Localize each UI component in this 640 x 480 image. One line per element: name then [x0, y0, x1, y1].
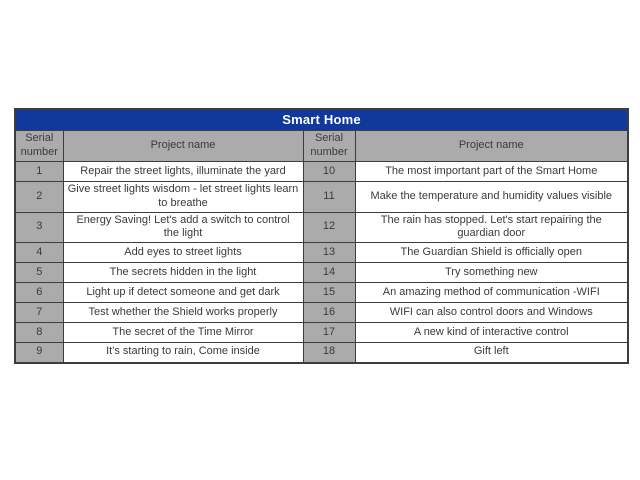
serial-cell: 17 — [303, 323, 355, 343]
project-cell: Add eyes to street lights — [63, 243, 303, 263]
project-cell: Make the temperature and humidity values visible — [355, 182, 628, 213]
table-row — [15, 263, 628, 283]
header-project-left: Project name — [63, 131, 303, 162]
project-cell: It's starting to rain, Come inside — [63, 343, 303, 363]
serial-cell: 16 — [303, 303, 355, 323]
header-serial-right: Serial number — [303, 131, 355, 162]
table-row — [15, 182, 628, 213]
project-cell: The secrets hidden in the light — [63, 263, 303, 283]
serial-cell: 13 — [303, 243, 355, 263]
table-title-row — [15, 109, 628, 131]
smart-home-table — [14, 108, 629, 364]
table-row — [15, 283, 628, 303]
project-cell: Light up if detect someone and get dark — [63, 283, 303, 303]
serial-cell: 10 — [303, 162, 355, 182]
serial-cell: 12 — [303, 212, 355, 243]
serial-cell: 7 — [15, 303, 63, 323]
project-cell: Test whether the Shield works properly — [63, 303, 303, 323]
table-title: Smart Home — [15, 109, 628, 131]
project-cell: Try something new — [355, 263, 628, 283]
table-row — [15, 343, 628, 363]
serial-cell: 9 — [15, 343, 63, 363]
project-cell: The rain has stopped. Let's start repairing the guardian door — [355, 212, 628, 243]
project-cell: WIFI can also control doors and Windows — [355, 303, 628, 323]
table-row — [15, 212, 628, 243]
header-serial-left: Serial number — [15, 131, 63, 162]
serial-cell: 3 — [15, 212, 63, 243]
serial-cell: 18 — [303, 343, 355, 363]
project-cell: Repair the street lights, illuminate the yard — [63, 162, 303, 182]
table-header-row — [15, 131, 628, 162]
serial-cell: 14 — [303, 263, 355, 283]
table-row — [15, 162, 628, 182]
table-row — [15, 243, 628, 263]
serial-cell: 11 — [303, 182, 355, 213]
table-row — [15, 323, 628, 343]
project-cell: The most important part of the Smart Home — [355, 162, 628, 182]
table-row — [15, 303, 628, 323]
header-project-right: Project name — [355, 131, 628, 162]
project-cell: Give street lights wisdom - let street lights learn to breathe — [63, 182, 303, 213]
serial-cell: 8 — [15, 323, 63, 343]
serial-cell: 4 — [15, 243, 63, 263]
project-cell: Gift left — [355, 343, 628, 363]
project-cell: An amazing method of communication -WIFI — [355, 283, 628, 303]
project-cell: A new kind of interactive control — [355, 323, 628, 343]
serial-cell: 15 — [303, 283, 355, 303]
serial-cell: 6 — [15, 283, 63, 303]
serial-cell: 1 — [15, 162, 63, 182]
serial-cell: 5 — [15, 263, 63, 283]
serial-cell: 2 — [15, 182, 63, 213]
project-cell: Energy Saving! Let's add a switch to control the light — [63, 212, 303, 243]
project-cell: The Guardian Shield is officially open — [355, 243, 628, 263]
project-cell: The secret of the Time Mirror — [63, 323, 303, 343]
